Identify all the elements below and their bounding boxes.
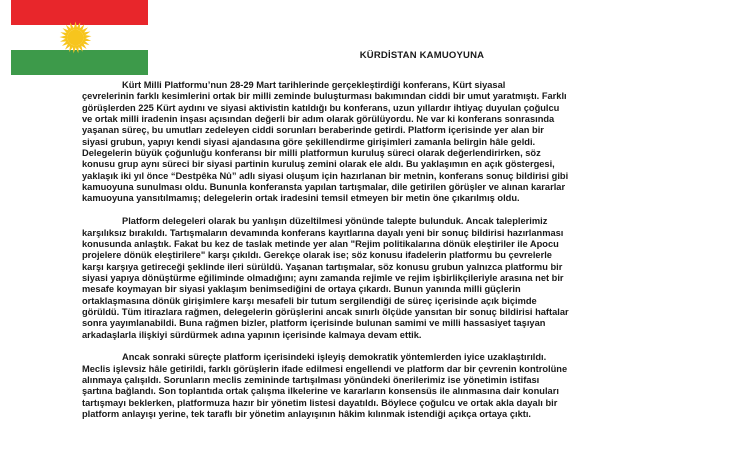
text-line: alınmaya çalışıldı. Sorunların meclis zemininde tartışılması yönündeki önerilerimiz ise yönetimin istifası (82, 375, 540, 386)
text-line: konusunda anlaştık. Fakat bu kez de taslak metinde yer alan "Rejim politikalarına dönük eleştiriler ile Apocu (82, 238, 559, 249)
text-line: kamuoyuna sunulması oldu. Bununla konferansta yapılan tartışmalar, dile getirilen görüşler ve alınan kararlar (82, 182, 566, 193)
text-line: Ancak sonraki süreçte platform içerisindeki işleyiş demokratik yöntemlerden iyice uzaklaştırıldı. (122, 352, 547, 363)
text-line: yaklaşık iki yıl önce “Destpêka Nû” adlı siyasi oluşum için hazırlanan bir metnin, konferans sonuç bildirisi gibi (82, 170, 569, 181)
paragraph-1 (82, 80, 694, 205)
paragraph-2 (82, 216, 694, 341)
text-line: Delegelerin büyük çoğunluğu konferansı bir milli platformun kuruluş süreci olarak değerlendirirken, söz (82, 148, 541, 159)
text-line: mesafe koymayan bir siyasi yaklaşım benimsediğini de ortaya çıkardı. Bunun yanında milli güçlerin (82, 284, 521, 295)
document-title: KÜRDİSTAN KAMUOYUNA (359, 50, 485, 61)
paragraph-3 (82, 352, 694, 420)
text-line: siyasi grubun, yapıyı kendi siyasi ajandasına göre şekillendirme girişimleri zamanla belirgin hâle geldi. (82, 136, 536, 147)
text-line: siyasi yapıya dönüştürme eğiliminde olmadığını; aynı zamanda rejimle ve rejim işbirlikçileriyle arasına net bir (82, 272, 564, 283)
text-line: tartışmayı beklerken, platformuza hazır bir yönetim listesi dayatıldı. Böylece çoğulcu ve ortak akla dayalı bir (82, 397, 558, 408)
text-line: arkadaşlarla ilişkiyi sürdürmek adına yapının içerisinde kalmaya devam ettik. (82, 329, 422, 340)
text-line: görüldü. Tüm itirazlara rağmen, delegelerin görüşlerini ancak sınırlı ölçüde yansıtan bir sonuç bildirisi haftalar (82, 306, 569, 317)
text-line: sonra yayımlanabildi. Buna rağmen bizler, platform içerisinde bulunan samimi ve milli hassasiyet taşıyan (82, 318, 546, 329)
text-line: Kürt Milli Platformu’nun 28-29 Mart tarihlerinde gerçekleştirdiği konferans, Kürt siyasal (122, 80, 506, 90)
text-line: Meclis işlevsiz hâle getirildi, farklı görüşlerin ifade edilmesi engellendi ve platform dar bir çevrenin kontrolüne (82, 363, 568, 374)
text-line: yaşanan süreç, bu umutları zedeleyen ciddi sorunları beraberinde getirdi. Platform içerisinde yer alan bir (82, 125, 544, 136)
kurdistan-flag (11, 0, 148, 75)
text-line: şartına bağlandı. Son toplantıda ortak çalışma ilkelerine ve kararların konsensüs ile alınmasına dair konuları (82, 386, 559, 397)
text-line: görüşlerden 225 Kürt aydını ve siyasi aktivistin katıldığı bu konferans, uzun yıllardır ihtiyaç duyulan çoğulcu (82, 102, 560, 113)
text-line: ve ortak milli iradenin inşası açısından değerli bir adım olarak görülüyordu. Ne var ki konferans sonrasında (82, 114, 555, 125)
text-line: projelere dönük eleştirilere" karşı çıkıldı. Gerekçe olarak ise; söz konusu ifadelerin platformu bu çevrelerle (82, 250, 552, 261)
text-line: ortaklaşmasına dönük girişimlere karşı mesafeli bir tutum sergilendiği de süreç içerisinde açık biçimde (82, 295, 537, 306)
text-line: kamuoyuna yansıtılmamış; delegelerin ortak iradesini temsil etmeyen bir metin öne çıkarılmış oldu. (82, 193, 520, 204)
document-body (82, 80, 694, 432)
text-line: konusu grup aynı süreci bir siyasi partinin kuruluş zemini olarak ele aldı. Bu yaklaşımın en açık göstergesi, (82, 159, 555, 170)
text-line: karşılıksız bırakıldı. Tartışmaların devamında konferans kayıtlarına dayalı yeni bir sonuç bildirisi hazırlanması (82, 227, 564, 238)
text-line: Platform delegeleri olarak bu yanlışın düzeltilmesi yönünde talepte bulunduk. Ancak taleplerimiz (122, 216, 548, 227)
text-line: karşı karşıya getireceği şeklinde ileri sürüldü. Yaşanan tartışmalar, söz konusu grubun yalnızca platformu bir (82, 261, 563, 272)
text-line: platform anlayışı yerine, tek taraflı bir yönetim anlayışının hâkim kılınmak istendiği açıkça ortaya çıktı. (82, 409, 532, 420)
text-line: çevrelerinin farklı kesimlerini ortak bir milli zeminde buluşturması bakımından ciddi bir umut yaratmıştı. Farklı (82, 91, 567, 102)
